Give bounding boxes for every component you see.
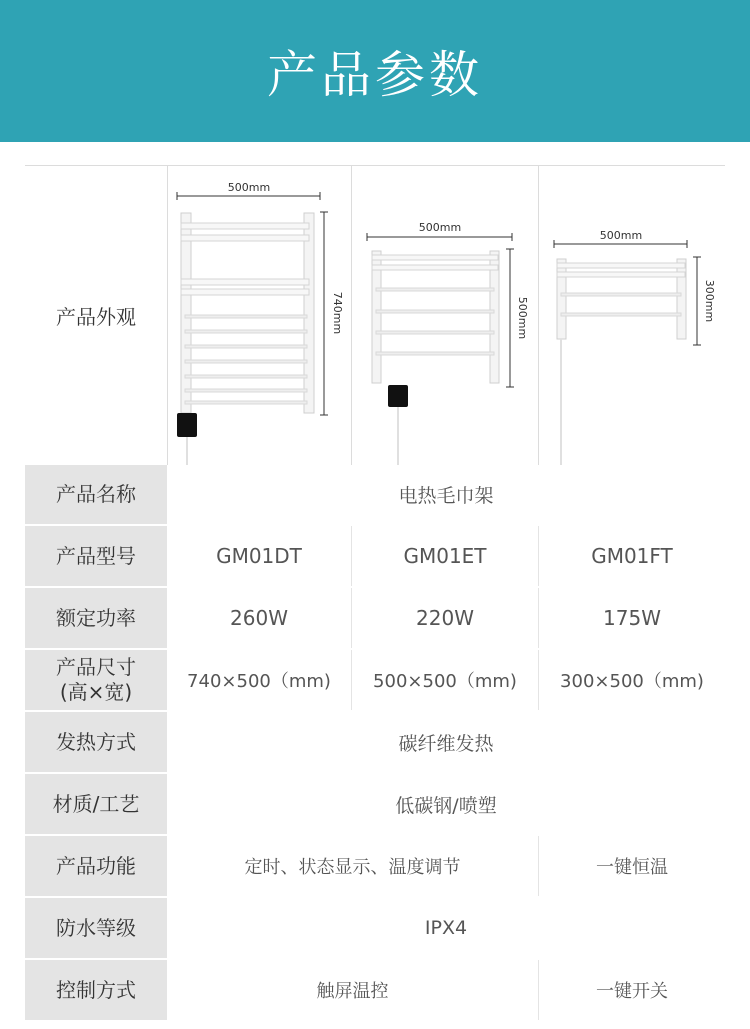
material-value: 低碳钢/喷塑 xyxy=(167,774,725,834)
row-label: 额定功率 xyxy=(56,605,136,630)
width-label-gm01dt: 500mm xyxy=(227,181,271,194)
power-value-2: 220W xyxy=(352,588,538,648)
power-value-1: 260W xyxy=(167,588,351,648)
size-label-line1: 产品尺寸 xyxy=(56,655,136,679)
size-value-3: 300×500（mm) xyxy=(539,650,725,710)
width-label-gm01ft: 500mm xyxy=(599,229,643,242)
size-value-1: 740×500（mm) xyxy=(167,650,351,710)
size-label-line2: (高×宽) xyxy=(59,680,133,704)
model-value-3: GM01FT xyxy=(539,526,725,586)
row-label: 材质/工艺 xyxy=(52,791,140,816)
row-rated-power xyxy=(25,588,725,648)
header-banner xyxy=(0,0,750,142)
row-heating-method xyxy=(25,712,725,772)
row-label: 产品功能 xyxy=(56,853,136,878)
product-name-value: 电热毛巾架 xyxy=(167,465,725,524)
spec-table xyxy=(25,165,725,1020)
heating-value: 碳纤维发热 xyxy=(167,712,725,772)
product-image-gm01dt xyxy=(167,165,351,465)
height-label-gm01dt: 740mm xyxy=(331,291,344,335)
model-value-1: GM01DT xyxy=(167,526,351,586)
row-control xyxy=(25,960,725,1020)
waterproof-value: IPX4 xyxy=(167,898,725,958)
row-label xyxy=(25,650,167,710)
row-label: 发热方式 xyxy=(56,729,136,754)
height-label-gm01et: 500mm xyxy=(516,296,529,340)
width-label-gm01et: 500mm xyxy=(418,221,462,234)
model-value-2: GM01ET xyxy=(352,526,538,586)
row-material xyxy=(25,774,725,834)
row-product-model xyxy=(25,526,725,586)
function-value-3: 一键恒温 xyxy=(539,836,725,896)
product-image-gm01ft xyxy=(539,165,725,465)
control-value-3: 一键开关 xyxy=(539,960,725,1020)
size-value-2: 500×500（mm) xyxy=(352,650,538,710)
row-product-size xyxy=(25,650,725,710)
row-waterproof xyxy=(25,898,725,958)
row-label: 产品名称 xyxy=(56,482,136,506)
height-label-gm01ft: 300mm xyxy=(703,279,716,323)
product-image-gm01et xyxy=(352,165,538,465)
power-value-3: 175W xyxy=(539,588,725,648)
row-label: 控制方式 xyxy=(56,977,136,1002)
appearance-label: 产品外观 xyxy=(56,304,136,329)
row-function xyxy=(25,836,725,896)
function-value-12: 定时、状态显示、温度调节 xyxy=(167,836,538,896)
row-label: 产品型号 xyxy=(56,543,136,568)
row-label: 防水等级 xyxy=(56,915,136,940)
page-title: 产品参数 xyxy=(267,46,483,104)
control-value-12: 触屏温控 xyxy=(167,960,538,1020)
row-product-name xyxy=(25,465,725,524)
